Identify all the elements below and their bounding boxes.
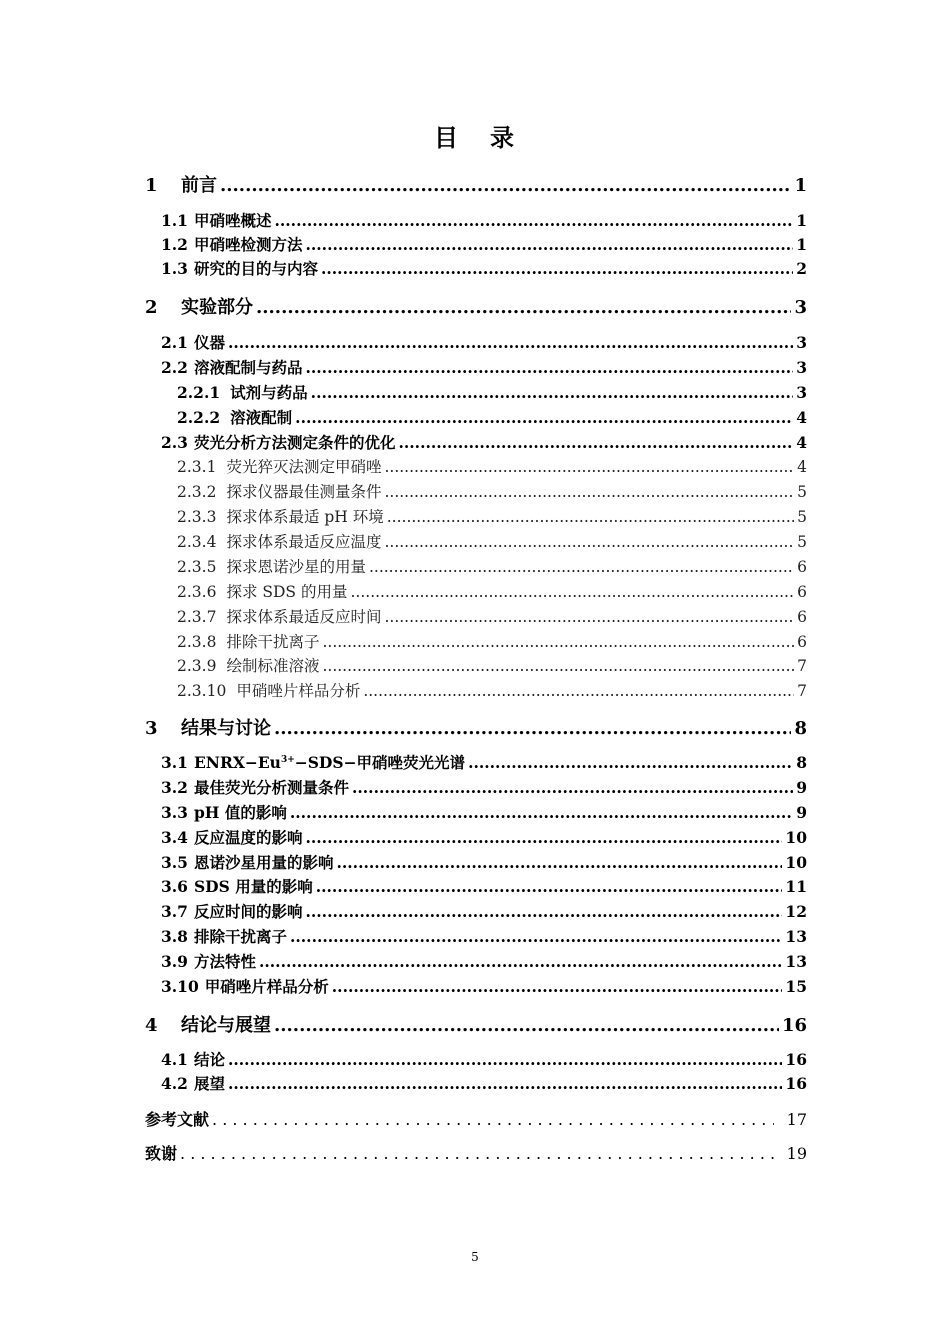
toc-entry-label: 探求体系最适 pH 环境 bbox=[226, 508, 384, 526]
toc-leader bbox=[384, 483, 794, 501]
toc-leader bbox=[321, 259, 793, 278]
toc-leader bbox=[180, 1144, 774, 1163]
toc-entry-label: 探求 SDS 的用量 bbox=[226, 583, 348, 601]
toc-entry-page: 3 bbox=[796, 358, 807, 377]
toc-entry[interactable] bbox=[145, 1011, 807, 1037]
toc-entry-label: 荧光分析方法测定条件的优化 bbox=[193, 433, 396, 452]
toc-entry-number: 2.3.6 bbox=[177, 583, 217, 601]
toc-entry[interactable] bbox=[177, 530, 807, 552]
toc-entry-number: 3.4 bbox=[161, 828, 188, 847]
toc-entry-number: 2.3.4 bbox=[177, 533, 217, 551]
toc-leader bbox=[311, 383, 794, 402]
toc-entry-label: 结果与讨论 bbox=[181, 718, 271, 739]
toc-entry-label: 结论 bbox=[193, 1050, 225, 1069]
toc-entry-page: 5 bbox=[797, 483, 807, 501]
toc-leader bbox=[274, 718, 791, 739]
toc-entry[interactable] bbox=[177, 580, 807, 602]
toc-entry-number: 4.2 bbox=[161, 1074, 188, 1093]
toc-entry-number: 2.3.8 bbox=[177, 633, 217, 651]
toc-entry-number: 3.7 bbox=[161, 902, 188, 921]
toc-leader bbox=[305, 235, 793, 254]
toc-entry[interactable] bbox=[161, 950, 807, 972]
toc-entry-label: 甲硝唑片样品分析 bbox=[236, 682, 361, 700]
toc-entry-page: 6 bbox=[797, 583, 807, 601]
toc-entry-number: 3.6 bbox=[161, 877, 188, 896]
toc-entry-page: 19 bbox=[786, 1144, 807, 1163]
toc-leader bbox=[332, 977, 783, 996]
toc-entry-number: 1.1 bbox=[161, 211, 188, 230]
toc-entry-number: 2.3.9 bbox=[177, 657, 217, 675]
toc-entry-page: 10 bbox=[785, 828, 807, 847]
toc-entry-label: 最佳荧光分析测量条件 bbox=[193, 778, 349, 797]
toc-entry[interactable] bbox=[145, 293, 807, 319]
toc-leader bbox=[352, 778, 793, 797]
toc-entry[interactable] bbox=[177, 630, 807, 652]
toc-entry-number: 2.3.3 bbox=[177, 508, 217, 526]
toc-leader bbox=[468, 753, 793, 772]
toc-leader bbox=[322, 657, 794, 675]
toc-leader bbox=[256, 297, 791, 318]
toc-entry-number: 2.3.2 bbox=[177, 483, 217, 501]
toc-entry-page: 9 bbox=[796, 803, 807, 822]
toc-entry-page: 10 bbox=[785, 853, 807, 872]
toc-entry-references[interactable] bbox=[145, 1107, 807, 1130]
toc-entry-number: 2.1 bbox=[161, 333, 188, 352]
toc-leader bbox=[228, 1050, 782, 1069]
toc-entry-page: 4 bbox=[797, 458, 807, 476]
toc-entry-label: SDS 用量的影响 bbox=[193, 877, 313, 896]
toc-entry-number: 3.5 bbox=[161, 853, 188, 872]
toc-entry-label: 方法特性 bbox=[193, 952, 256, 971]
toc-entry-page: 16 bbox=[785, 1050, 807, 1069]
toc-entry-number: 1.2 bbox=[161, 235, 188, 254]
toc-entry[interactable] bbox=[161, 851, 807, 873]
toc-entry-number: 2.2.2 bbox=[177, 408, 221, 427]
toc-entry[interactable] bbox=[161, 1048, 807, 1070]
toc-leader bbox=[363, 682, 794, 700]
toc-entry-number: 2.3.1 bbox=[177, 458, 217, 476]
toc-entry[interactable] bbox=[161, 975, 807, 997]
toc-entry[interactable] bbox=[161, 356, 807, 378]
toc-entry-number: 2.3.10 bbox=[177, 682, 227, 700]
toc-leader bbox=[274, 211, 793, 230]
toc-entry[interactable] bbox=[161, 209, 807, 231]
toc-title-char-1: 目 bbox=[434, 124, 460, 152]
toc-entry-page: 9 bbox=[796, 778, 807, 797]
toc-leader bbox=[369, 558, 794, 576]
toc-entry-label: 溶液配制与药品 bbox=[193, 358, 303, 377]
toc-entry-label: 参考文献 bbox=[145, 1110, 210, 1129]
toc-entry[interactable] bbox=[161, 1072, 807, 1094]
toc-entry-page: 5 bbox=[797, 508, 807, 526]
toc-leader bbox=[220, 175, 791, 196]
toc-entry-label: 探求体系最适反应时间 bbox=[226, 608, 382, 626]
toc-entry-page: 3 bbox=[796, 383, 807, 402]
toc-entry[interactable] bbox=[161, 751, 807, 773]
toc-entry[interactable] bbox=[161, 875, 807, 897]
toc-entry-page: 15 bbox=[785, 977, 807, 996]
toc-entry[interactable] bbox=[177, 406, 807, 428]
toc-entry-page: 1 bbox=[796, 235, 807, 254]
toc-entry-label-part: −SDS−甲硝唑荧光光谱 bbox=[294, 753, 466, 772]
toc-entry-label: 前言 bbox=[181, 175, 217, 196]
toc-entry[interactable] bbox=[177, 480, 807, 502]
toc-entry-label: pH 值的影响 bbox=[193, 803, 287, 822]
toc-entry[interactable] bbox=[161, 925, 807, 947]
toc-entry-label: 反应时间的影响 bbox=[193, 902, 303, 921]
toc-entry-number: 3.1 bbox=[161, 753, 188, 772]
toc-entry[interactable] bbox=[161, 826, 807, 848]
toc-entry-number: 4.1 bbox=[161, 1050, 188, 1069]
toc-entry-label: 仪器 bbox=[193, 333, 225, 352]
toc-leader bbox=[274, 1015, 779, 1036]
toc-entry[interactable] bbox=[161, 257, 807, 279]
toc-leader bbox=[384, 533, 794, 551]
toc-leader bbox=[228, 1074, 782, 1093]
toc-entry-label: 排除干扰离子 bbox=[193, 927, 287, 946]
toc-entry-page: 2 bbox=[796, 259, 807, 278]
toc-entry-page: 1 bbox=[796, 211, 807, 230]
toc-entry-number: 3.9 bbox=[161, 952, 188, 971]
toc-entry-label: 溶液配制 bbox=[230, 408, 293, 427]
toc-entry-label: 绘制标准溶液 bbox=[226, 657, 320, 675]
toc-leader bbox=[305, 828, 782, 847]
toc-entry-label: 致谢 bbox=[145, 1144, 178, 1163]
toc-entry-page: 5 bbox=[797, 533, 807, 551]
toc-leader bbox=[350, 583, 794, 601]
toc-entry-label-superscript: 3+ bbox=[280, 754, 295, 765]
toc-entry-page: 7 bbox=[797, 657, 807, 675]
toc-leader bbox=[316, 877, 783, 896]
toc-entry-label: 结论与展望 bbox=[181, 1015, 271, 1036]
toc-leader bbox=[259, 952, 782, 971]
toc-entry[interactable] bbox=[161, 431, 807, 453]
toc-entry-label: 展望 bbox=[193, 1074, 225, 1093]
toc-entry[interactable] bbox=[145, 714, 807, 740]
toc-leader bbox=[384, 458, 794, 476]
toc-entry[interactable] bbox=[177, 505, 807, 527]
toc-leader bbox=[305, 358, 793, 377]
toc-leader bbox=[290, 927, 782, 946]
toc-entry-label: 甲硝唑检测方法 bbox=[193, 235, 303, 254]
toc-entry-label: 探求仪器最佳测量条件 bbox=[226, 483, 382, 501]
toc-leader bbox=[305, 902, 782, 921]
toc-entry[interactable] bbox=[177, 654, 807, 676]
toc-entry-page: 12 bbox=[785, 902, 807, 921]
toc-entry-page: 16 bbox=[785, 1074, 807, 1093]
toc-entry[interactable] bbox=[177, 605, 807, 627]
toc-entry-label: 恩诺沙星用量的影响 bbox=[193, 853, 334, 872]
toc-entry-number: 3.3 bbox=[161, 803, 188, 822]
toc-entry-number: 2 bbox=[145, 297, 158, 318]
toc-title bbox=[0, 118, 950, 153]
toc-entry-acknowledgements[interactable] bbox=[145, 1141, 807, 1164]
toc-entry-page: 1 bbox=[794, 175, 807, 196]
toc-entry[interactable] bbox=[161, 900, 807, 922]
toc-entry-page: 6 bbox=[797, 608, 807, 626]
toc-entry-label: 甲硝唑片样品分析 bbox=[204, 977, 329, 996]
toc-leader bbox=[295, 408, 793, 427]
toc-entry-page: 8 bbox=[796, 753, 807, 772]
toc-entry-number: 4 bbox=[145, 1015, 158, 1036]
toc-entry-page: 6 bbox=[797, 558, 807, 576]
toc-entry-label: 荧光猝灭法测定甲硝唑 bbox=[226, 458, 382, 476]
toc-leader bbox=[384, 608, 794, 626]
toc-entry-page: 3 bbox=[796, 333, 807, 352]
toc-entry-page: 17 bbox=[786, 1110, 807, 1129]
toc-title-char-2: 录 bbox=[490, 124, 516, 152]
toc-entry-page: 8 bbox=[794, 718, 807, 739]
toc-entry-page: 11 bbox=[785, 877, 807, 896]
toc-leader bbox=[290, 803, 793, 822]
toc-entry-page: 4 bbox=[796, 433, 807, 452]
toc-entry-label: 试剂与药品 bbox=[230, 383, 308, 402]
toc-entry-page: 13 bbox=[785, 927, 807, 946]
toc-entry-label: 探求恩诺沙星的用量 bbox=[226, 558, 366, 576]
toc-entry-label: 实验部分 bbox=[181, 297, 253, 318]
toc-leader bbox=[387, 508, 794, 526]
toc-leader bbox=[336, 853, 782, 872]
toc-entry-number: 3 bbox=[145, 718, 158, 739]
toc-entry[interactable] bbox=[161, 801, 807, 823]
toc-entry-number: 2.3.5 bbox=[177, 558, 217, 576]
toc-entry-number: 3.10 bbox=[161, 977, 199, 996]
toc-entry-number: 2.2 bbox=[161, 358, 188, 377]
toc-entry-page: 4 bbox=[796, 408, 807, 427]
toc-leader bbox=[212, 1110, 774, 1129]
toc-entry-number: 1.3 bbox=[161, 259, 188, 278]
toc-entry-label: 反应温度的影响 bbox=[193, 828, 303, 847]
toc-leader bbox=[322, 633, 794, 651]
toc-entry-number: 2.3.7 bbox=[177, 608, 217, 626]
toc-entry-number: 2.3 bbox=[161, 433, 188, 452]
toc-entry[interactable] bbox=[161, 233, 807, 255]
toc-entry-page: 16 bbox=[781, 1015, 807, 1036]
toc-entry-number: 1 bbox=[145, 175, 158, 196]
toc-entry-page: 13 bbox=[785, 952, 807, 971]
toc-entry-label-part: ENRX−Eu bbox=[193, 753, 281, 772]
toc-entry-label: 研究的目的与内容 bbox=[193, 259, 318, 278]
toc-entry[interactable] bbox=[177, 381, 807, 403]
toc-entry-page: 6 bbox=[797, 633, 807, 651]
toc-entry[interactable] bbox=[161, 331, 807, 353]
toc-leader bbox=[228, 333, 793, 352]
toc-entry-number: 3.2 bbox=[161, 778, 188, 797]
toc-entry-number: 2.2.1 bbox=[177, 383, 221, 402]
toc-entry-label: 甲硝唑概述 bbox=[193, 211, 272, 230]
toc-entry-label bbox=[194, 751, 465, 773]
toc-entry-label: 排除干扰离子 bbox=[226, 633, 320, 651]
toc-entry-label: 探求体系最适反应温度 bbox=[226, 533, 382, 551]
toc-entry-page: 3 bbox=[794, 297, 807, 318]
toc-entry[interactable] bbox=[161, 776, 807, 798]
toc-entry[interactable] bbox=[177, 455, 807, 477]
toc-entry[interactable] bbox=[177, 679, 807, 701]
toc-entry[interactable] bbox=[177, 555, 807, 577]
toc-entry-number: 3.8 bbox=[161, 927, 188, 946]
toc-leader bbox=[398, 433, 793, 452]
toc-entry[interactable] bbox=[145, 171, 807, 197]
page-number: 5 bbox=[471, 1250, 479, 1264]
toc-entry-page: 7 bbox=[797, 682, 807, 700]
